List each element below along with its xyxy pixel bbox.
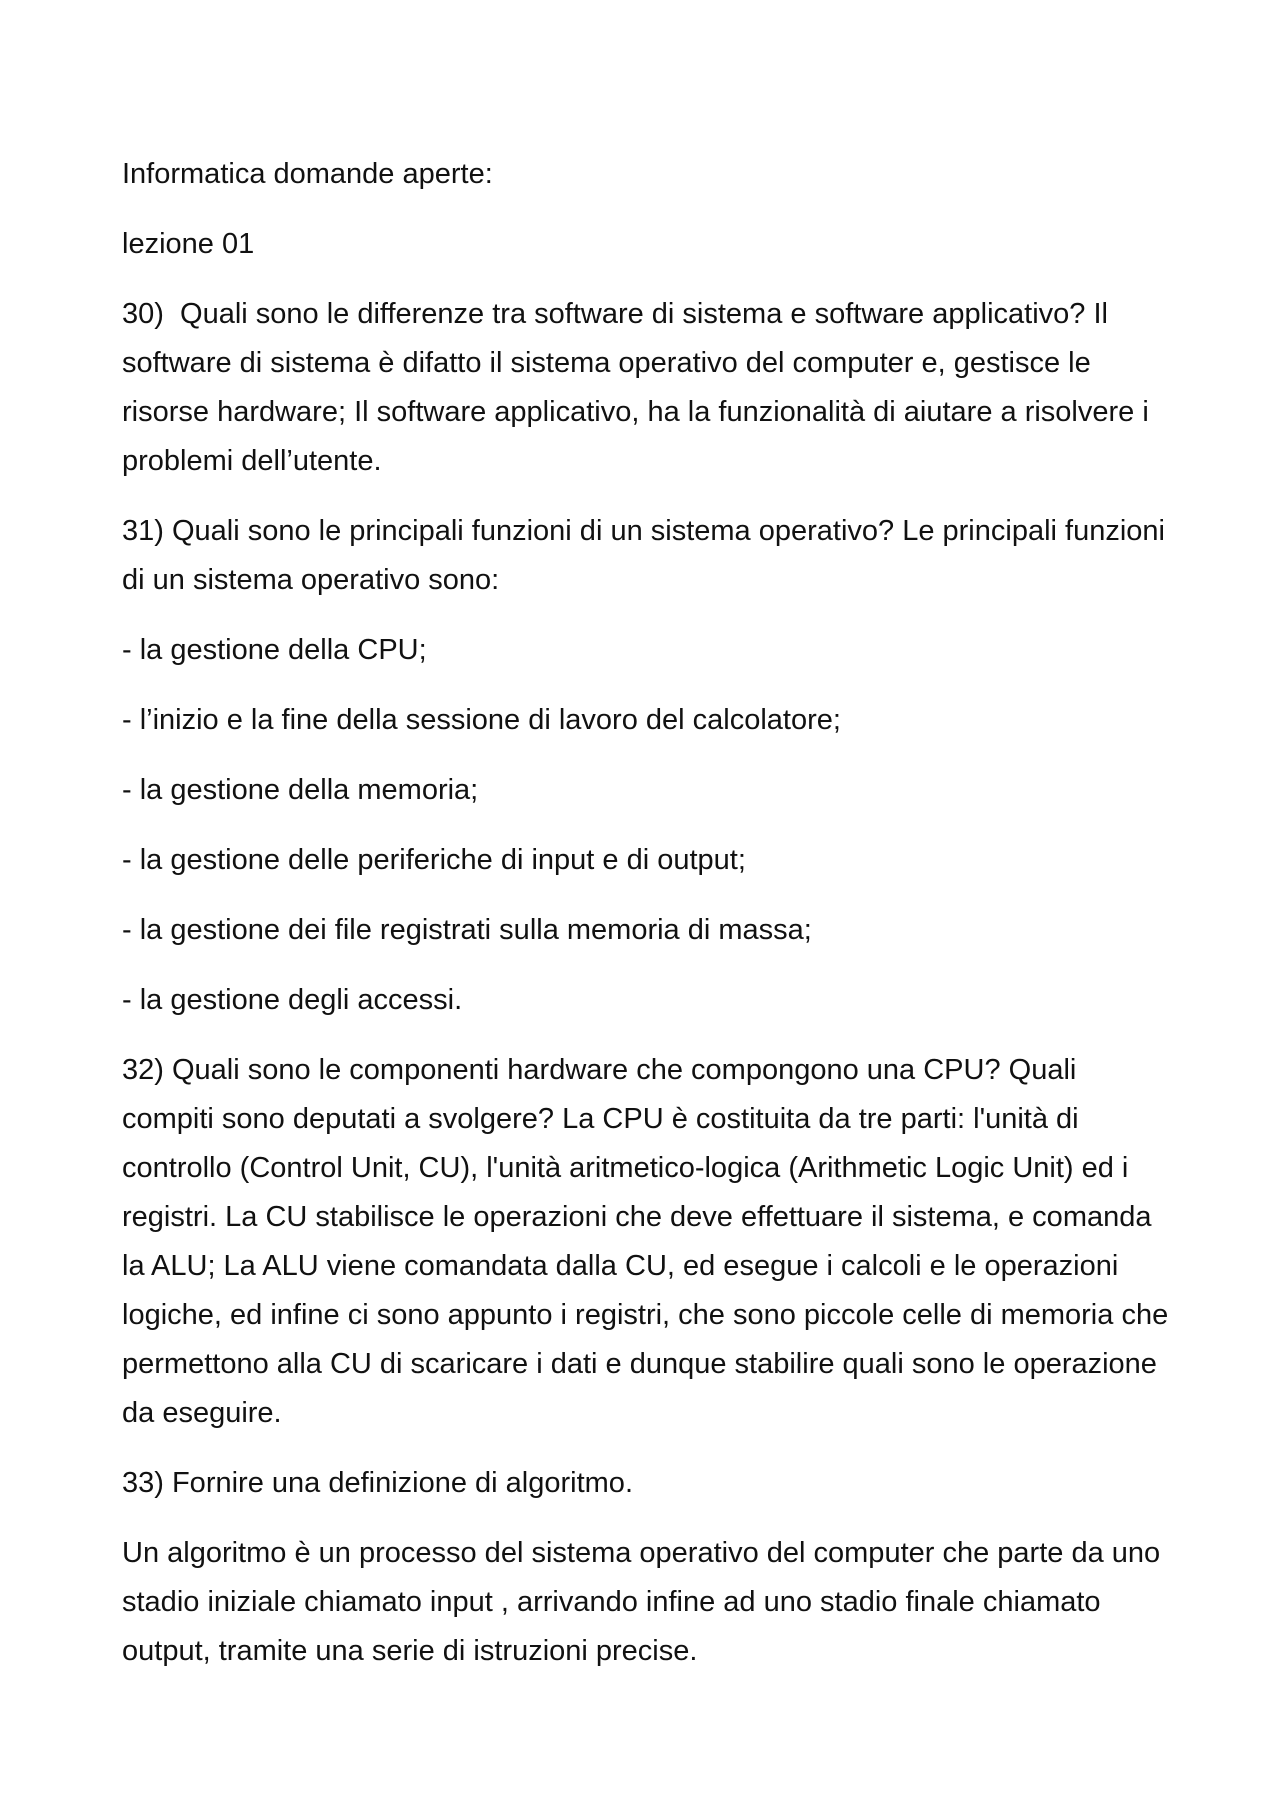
list-item: - la gestione della CPU;	[122, 634, 427, 666]
question-30: 30) Quali sono le differenze tra software di sistema e software applicativo? Il software di sistema è difatto il sistema operativo del computer e, gestisce le risorse hardware; Il software applicativo, ha la funzionalità di aiutare a risolvere i problemi dell’utente.	[122, 298, 1157, 477]
list-item: - la gestione delle periferiche di input e di output;	[122, 844, 746, 876]
list-item: - la gestione della memoria;	[122, 774, 479, 806]
list-item: - l’inizio e la fine della sessione di lavoro del calcolatore;	[122, 704, 841, 736]
answer-33: Un algoritmo è un processo del sistema operativo del computer che parte da uno stadio iniziale chiamato input , arrivando infine ad uno stadio finale chiamato output, tramite una serie di istruzioni precise.	[122, 1537, 1169, 1667]
question-31: 31) Quali sono le principali funzioni di un sistema operativo? Le principali funzioni di un sistema operativo sono:	[122, 515, 1174, 596]
document-page	[122, 150, 1177, 1697]
list-item: - la gestione dei file registrati sulla memoria di massa;	[122, 914, 812, 946]
question-33: 33) Fornire una definizione di algoritmo.	[122, 1467, 633, 1499]
list-item: - la gestione degli accessi.	[122, 984, 463, 1016]
document-title: Informatica domande aperte:	[122, 158, 493, 190]
lesson-label: lezione 01	[122, 228, 255, 260]
question-32: 32) Quali sono le componenti hardware che compongono una CPU? Quali compiti sono deputati a svolgere? La CPU è costituita da tre parti: l'unità di controllo (Control Unit, CU), l'unità aritmetico-logica (Arithmetic Logic Unit) ed i registri. La CU stabilisce le operazioni che deve effettuare il sistema, e comanda la ALU; La ALU viene comandata dalla CU, ed esegue i calcoli e le operazioni logiche, ed infine ci sono appunto i registri, che sono piccole celle di memoria che permettono alla CU di scaricare i dati e dunque stabilire quali sono le operazione da eseguire.	[122, 1054, 1177, 1429]
